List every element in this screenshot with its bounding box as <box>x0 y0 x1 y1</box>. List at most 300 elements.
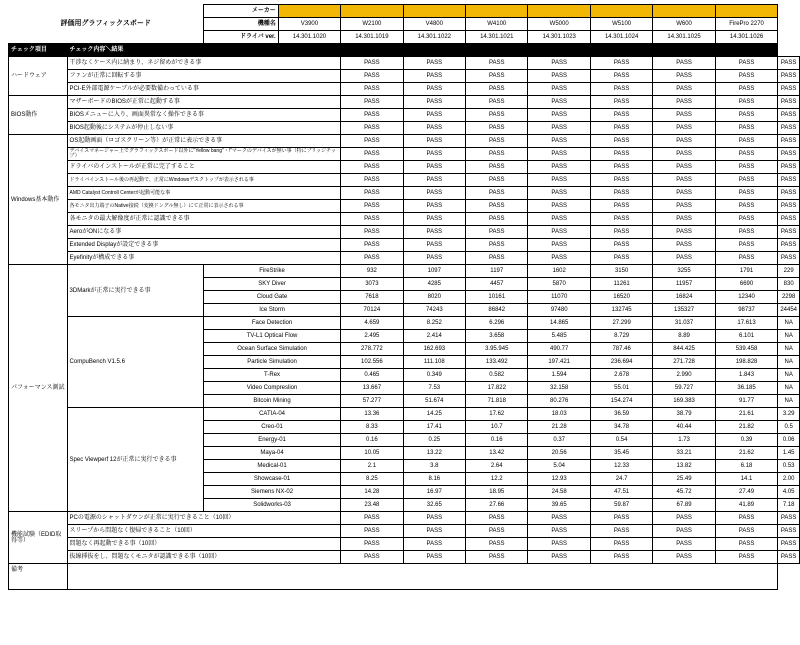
score-cell: 24.58 <box>528 486 590 499</box>
score-cell: 830 <box>778 278 800 291</box>
check-row <box>9 512 800 525</box>
score-cell: 11070 <box>528 291 590 304</box>
result-cell: PASS <box>403 161 465 174</box>
score-cell: 3.8 <box>403 460 465 473</box>
check-item-label: 干渉なくケース内に納まり、ネジ留めができる事 <box>67 57 341 70</box>
result-cell: PASS <box>653 252 715 265</box>
category-label: BIOS動作 <box>9 96 68 135</box>
result-cell: PASS <box>715 226 778 239</box>
check-row <box>9 200 800 213</box>
score-cell: 11957 <box>653 278 715 291</box>
result-cell: PASS <box>653 512 715 525</box>
remarks-row <box>9 564 800 590</box>
result-cell: PASS <box>528 57 590 70</box>
result-cell: PASS <box>590 57 652 70</box>
score-cell: 16.97 <box>403 486 465 499</box>
check-item-label: デバイスマネージャー上でグラフィックスボード以外に"Yellow bang"・!"マークのデバイスが無い事（特にブリッジチップ） <box>67 148 341 161</box>
result-cell: PASS <box>590 538 652 551</box>
result-cell: PASS <box>778 213 800 226</box>
result-cell: PASS <box>715 122 778 135</box>
score-cell: 8.252 <box>403 317 465 330</box>
score-cell: 4285 <box>403 278 465 291</box>
benchmark-name: Solidworks-03 <box>203 499 340 512</box>
score-cell: 1197 <box>466 265 528 278</box>
score-cell: 14.25 <box>403 408 465 421</box>
score-cell: 14.28 <box>341 486 403 499</box>
result-cell: PASS <box>715 70 778 83</box>
result-cell: PASS <box>778 135 800 148</box>
result-cell: PASS <box>528 135 590 148</box>
check-row <box>9 83 800 96</box>
score-cell: 16824 <box>653 291 715 304</box>
result-cell: PASS <box>466 200 528 213</box>
score-cell: 3150 <box>590 265 652 278</box>
result-cell: PASS <box>715 213 778 226</box>
score-cell: 51.674 <box>403 395 465 408</box>
score-cell: 3.95.945 <box>466 343 528 356</box>
check-row <box>9 226 800 239</box>
result-cell: PASS <box>466 135 528 148</box>
score-cell: 2.64 <box>466 460 528 473</box>
score-cell: 2298 <box>778 291 800 304</box>
score-cell: 490.77 <box>528 343 590 356</box>
result-cell: PASS <box>528 96 590 109</box>
score-cell: NA <box>778 369 800 382</box>
column-check-item: チェック項目 <box>9 44 68 57</box>
result-cell: PASS <box>778 187 800 200</box>
result-cell: PASS <box>715 83 778 96</box>
check-row <box>9 187 800 200</box>
score-cell: 0.37 <box>528 434 590 447</box>
score-cell: 1602 <box>528 265 590 278</box>
score-cell: 8.16 <box>403 473 465 486</box>
result-cell: PASS <box>590 187 652 200</box>
result-cell: PASS <box>341 109 403 122</box>
benchmark-row <box>9 265 800 278</box>
result-cell: PASS <box>778 174 800 187</box>
score-cell: 17.62 <box>466 408 528 421</box>
benchmark-group-label: Spec Viewperf 12が正常に実行できる事 <box>67 408 203 512</box>
check-item-label: ファンが正常に回転する事 <box>67 70 341 83</box>
result-cell: PASS <box>403 525 465 538</box>
check-item-label: Extended Displayが設定できる事 <box>67 239 341 252</box>
result-cell: PASS <box>653 135 715 148</box>
result-cell: PASS <box>778 551 800 564</box>
result-cell: PASS <box>590 96 652 109</box>
benchmark-name: Showcase-01 <box>203 473 340 486</box>
result-cell: PASS <box>403 213 465 226</box>
result-cell: PASS <box>466 109 528 122</box>
result-cell: PASS <box>590 83 652 96</box>
score-cell: 41.89 <box>715 499 778 512</box>
score-cell: 31.037 <box>653 317 715 330</box>
result-cell: PASS <box>403 252 465 265</box>
check-row <box>9 239 800 252</box>
result-cell: PASS <box>528 161 590 174</box>
score-cell: 6.101 <box>715 330 778 343</box>
check-row <box>9 135 800 148</box>
score-cell: 0.16 <box>341 434 403 447</box>
check-item-label: ドライバのインストールが正常に完了すること <box>67 161 341 174</box>
score-cell: 59.87 <box>590 499 652 512</box>
result-cell: PASS <box>653 187 715 200</box>
result-cell: PASS <box>341 551 403 564</box>
score-cell: NA <box>778 330 800 343</box>
score-cell: 162.693 <box>403 343 465 356</box>
model-name: W4100 <box>466 18 528 31</box>
sheet-body <box>9 5 800 590</box>
result-cell: PASS <box>466 70 528 83</box>
result-cell: PASS <box>653 109 715 122</box>
score-cell: 74243 <box>403 304 465 317</box>
label-model: 機種名 <box>203 18 278 31</box>
score-cell: 2.990 <box>653 369 715 382</box>
score-cell: 32.158 <box>528 382 590 395</box>
score-cell: 102.556 <box>341 356 403 369</box>
result-cell: PASS <box>653 213 715 226</box>
score-cell: 14.1 <box>715 473 778 486</box>
result-cell: PASS <box>590 200 652 213</box>
score-cell: 0.54 <box>590 434 652 447</box>
score-cell: 12.93 <box>528 473 590 486</box>
score-cell: 10.7 <box>466 421 528 434</box>
model-name: W600 <box>653 18 715 31</box>
result-cell: PASS <box>528 70 590 83</box>
category-label: Windows基本動作 <box>9 135 68 265</box>
result-cell: PASS <box>715 57 778 70</box>
check-row <box>9 96 800 109</box>
driver-version: 14.301.1022 <box>403 31 465 44</box>
result-cell: PASS <box>341 512 403 525</box>
score-cell: 787.46 <box>590 343 652 356</box>
label-maker: メーカー <box>203 5 278 18</box>
result-cell: PASS <box>590 252 652 265</box>
maker-cell <box>715 5 778 18</box>
result-cell: PASS <box>403 135 465 148</box>
result-cell: PASS <box>403 226 465 239</box>
score-cell: 17.613 <box>715 317 778 330</box>
result-cell: PASS <box>528 200 590 213</box>
check-row <box>9 109 800 122</box>
score-cell: 3073 <box>341 278 403 291</box>
check-item-label: スリープから問題なく復帰できること（10回） <box>67 525 341 538</box>
score-cell: 7.18 <box>778 499 800 512</box>
benchmark-name: Particle Simulation <box>203 356 340 369</box>
check-item-label: 問題なく再起動できる事（10回） <box>67 538 341 551</box>
result-cell: PASS <box>715 174 778 187</box>
driver-version: 14.301.1025 <box>653 31 715 44</box>
result-cell: PASS <box>403 96 465 109</box>
score-cell: 36.59 <box>590 408 652 421</box>
result-cell: PASS <box>341 538 403 551</box>
maker-cell <box>403 5 465 18</box>
score-cell: 71.818 <box>466 395 528 408</box>
score-cell: 10161 <box>466 291 528 304</box>
result-cell: PASS <box>653 200 715 213</box>
result-cell: PASS <box>403 148 465 161</box>
result-cell: PASS <box>715 109 778 122</box>
score-cell: 12.2 <box>466 473 528 486</box>
score-cell: 0.53 <box>778 460 800 473</box>
score-cell: 8.89 <box>653 330 715 343</box>
result-cell: PASS <box>341 213 403 226</box>
result-cell: PASS <box>778 122 800 135</box>
score-cell: 0.5 <box>778 421 800 434</box>
result-cell: PASS <box>403 109 465 122</box>
check-row <box>9 70 800 83</box>
result-cell: PASS <box>466 148 528 161</box>
maker-cell <box>341 5 403 18</box>
score-cell: 12340 <box>715 291 778 304</box>
score-cell: 4.05 <box>778 486 800 499</box>
score-cell: 23.48 <box>341 499 403 512</box>
result-cell: PASS <box>778 96 800 109</box>
result-cell: PASS <box>528 252 590 265</box>
result-cell: PASS <box>715 252 778 265</box>
result-cell: PASS <box>528 148 590 161</box>
evaluation-sheet <box>8 4 800 590</box>
score-cell: 0.16 <box>466 434 528 447</box>
benchmark-name: Ocean Surface Simulation <box>203 343 340 356</box>
score-cell: 32.65 <box>403 499 465 512</box>
model-name: W5100 <box>590 18 652 31</box>
result-cell: PASS <box>466 525 528 538</box>
score-cell: 98737 <box>715 304 778 317</box>
result-cell: PASS <box>715 551 778 564</box>
score-cell: 13.36 <box>341 408 403 421</box>
score-cell: 1097 <box>403 265 465 278</box>
result-cell: PASS <box>341 174 403 187</box>
score-cell: 86842 <box>466 304 528 317</box>
benchmark-name: TV-L1 Optical Flow <box>203 330 340 343</box>
result-cell: PASS <box>403 57 465 70</box>
result-cell: PASS <box>403 122 465 135</box>
header-row-maker <box>9 5 800 18</box>
score-cell: 198.828 <box>715 356 778 369</box>
result-cell: PASS <box>590 551 652 564</box>
result-cell: PASS <box>590 70 652 83</box>
result-cell: PASS <box>778 525 800 538</box>
benchmark-name: SKY Diver <box>203 278 340 291</box>
check-row <box>9 525 800 538</box>
result-cell: PASS <box>528 239 590 252</box>
score-cell: 17.822 <box>466 382 528 395</box>
score-cell: 2.678 <box>590 369 652 382</box>
score-cell: 2.1 <box>341 460 403 473</box>
check-item-label: OS起動画面（ロゴスクリーン等）が正常に表示できる事 <box>67 135 341 148</box>
score-cell: 13.82 <box>653 460 715 473</box>
result-cell: PASS <box>715 187 778 200</box>
score-cell: 1791 <box>715 265 778 278</box>
check-item-label: AMD Catalyst Controll Centerが起動可能な事 <box>67 187 341 200</box>
score-cell: 70124 <box>341 304 403 317</box>
result-cell: PASS <box>341 200 403 213</box>
driver-version: 14.301.1020 <box>278 31 340 44</box>
score-cell: 1.843 <box>715 369 778 382</box>
score-cell: 13.42 <box>466 447 528 460</box>
result-cell: PASS <box>341 70 403 83</box>
result-cell: PASS <box>341 96 403 109</box>
result-cell: PASS <box>778 252 800 265</box>
score-cell: 932 <box>341 265 403 278</box>
result-cell: PASS <box>590 122 652 135</box>
benchmark-name: Creo-01 <box>203 421 340 434</box>
score-cell: 80.276 <box>528 395 590 408</box>
result-cell: PASS <box>778 70 800 83</box>
result-cell: PASS <box>403 70 465 83</box>
benchmark-name: Face Detection <box>203 317 340 330</box>
score-cell: 133.492 <box>466 356 528 369</box>
model-name: V3900 <box>278 18 340 31</box>
score-cell: 5.485 <box>528 330 590 343</box>
column-check-detail: チェック内容＼結果 <box>67 44 778 57</box>
score-cell: 539.458 <box>715 343 778 356</box>
result-cell: PASS <box>715 512 778 525</box>
result-cell: PASS <box>341 239 403 252</box>
score-cell: 197.421 <box>528 356 590 369</box>
score-cell: 0.582 <box>466 369 528 382</box>
result-cell: PASS <box>528 122 590 135</box>
score-cell: 21.62 <box>715 447 778 460</box>
result-cell: PASS <box>341 226 403 239</box>
result-cell: PASS <box>403 83 465 96</box>
result-cell: PASS <box>466 83 528 96</box>
score-cell: 18.95 <box>466 486 528 499</box>
score-cell: 91.77 <box>715 395 778 408</box>
category-label: ハードウェア <box>9 57 68 96</box>
benchmark-name: Siemens NX-02 <box>203 486 340 499</box>
maker-cell <box>528 5 590 18</box>
score-cell: 14.865 <box>528 317 590 330</box>
score-cell: 12.33 <box>590 460 652 473</box>
result-cell: PASS <box>466 252 528 265</box>
result-cell: PASS <box>341 57 403 70</box>
result-cell: PASS <box>715 200 778 213</box>
label-driver: ドライバ ver. <box>203 31 278 44</box>
score-cell: 6690 <box>715 278 778 291</box>
score-cell: 25.49 <box>653 473 715 486</box>
sheet-title: 評価用グラフィックスボード <box>60 20 151 28</box>
result-cell: PASS <box>403 187 465 200</box>
result-cell: PASS <box>590 109 652 122</box>
score-cell: 278.772 <box>341 343 403 356</box>
result-cell: PASS <box>590 239 652 252</box>
check-item-label: ドライバインストール後の再起動で、正常にWindowsデスクトップが表示される事 <box>67 174 341 187</box>
score-cell: 59.727 <box>653 382 715 395</box>
result-cell: PASS <box>653 538 715 551</box>
score-cell: 169.383 <box>653 395 715 408</box>
check-item-label: AeroがONになる事 <box>67 226 341 239</box>
benchmark-name: Cloud Gate <box>203 291 340 304</box>
result-cell: PASS <box>341 187 403 200</box>
score-cell: 3.29 <box>778 408 800 421</box>
score-cell: 3255 <box>653 265 715 278</box>
score-cell: 7.53 <box>403 382 465 395</box>
score-cell: 10.05 <box>341 447 403 460</box>
result-cell: PASS <box>778 538 800 551</box>
result-cell: PASS <box>653 226 715 239</box>
benchmark-group-label: 3DMarkが正常に実行できる事 <box>67 265 203 317</box>
score-cell: 8.33 <box>341 421 403 434</box>
result-cell: PASS <box>778 57 800 70</box>
result-cell: PASS <box>590 213 652 226</box>
result-cell: PASS <box>715 525 778 538</box>
score-cell: NA <box>778 382 800 395</box>
check-item-label: PCの電源のシャットダウンが正常に実行できること（10回） <box>67 512 341 525</box>
result-cell: PASS <box>466 96 528 109</box>
score-cell: 8.729 <box>590 330 652 343</box>
result-cell: PASS <box>341 148 403 161</box>
score-cell: 2.414 <box>403 330 465 343</box>
score-cell: 38.79 <box>653 408 715 421</box>
benchmark-name: T-Rex <box>203 369 340 382</box>
score-cell: 0.06 <box>778 434 800 447</box>
result-cell: PASS <box>715 239 778 252</box>
score-cell: 236.694 <box>590 356 652 369</box>
result-cell: PASS <box>653 70 715 83</box>
score-cell: 34.78 <box>590 421 652 434</box>
result-cell: PASS <box>466 122 528 135</box>
result-cell: PASS <box>590 161 652 174</box>
result-cell: PASS <box>403 551 465 564</box>
result-cell: PASS <box>590 135 652 148</box>
benchmark-name: Video Compreslion <box>203 382 340 395</box>
result-cell: PASS <box>653 83 715 96</box>
score-cell: 2.495 <box>341 330 403 343</box>
result-cell: PASS <box>466 57 528 70</box>
result-cell: PASS <box>590 525 652 538</box>
result-cell: PASS <box>341 83 403 96</box>
result-cell: PASS <box>653 551 715 564</box>
benchmark-name: Ice Storm <box>203 304 340 317</box>
result-cell: PASS <box>778 200 800 213</box>
score-cell: 7618 <box>341 291 403 304</box>
check-row <box>9 551 800 564</box>
result-cell: PASS <box>590 174 652 187</box>
result-cell: PASS <box>528 83 590 96</box>
score-cell: 13.667 <box>341 382 403 395</box>
score-cell: 16520 <box>590 291 652 304</box>
result-cell: PASS <box>653 525 715 538</box>
benchmark-name: CATIA-04 <box>203 408 340 421</box>
result-cell: PASS <box>778 226 800 239</box>
check-row <box>9 174 800 187</box>
result-cell: PASS <box>778 161 800 174</box>
model-name: FirePro 2270 <box>715 18 778 31</box>
score-cell: 6.296 <box>466 317 528 330</box>
result-cell: PASS <box>528 512 590 525</box>
score-cell: 39.65 <box>528 499 590 512</box>
result-cell: PASS <box>778 148 800 161</box>
result-cell: PASS <box>778 239 800 252</box>
result-cell: PASS <box>466 226 528 239</box>
result-cell: PASS <box>403 239 465 252</box>
score-cell: 154.274 <box>590 395 652 408</box>
maker-cell <box>466 5 528 18</box>
score-cell: 0.25 <box>403 434 465 447</box>
score-cell: 8020 <box>403 291 465 304</box>
check-item-label: 各モニタ出力端子のNative接続（変換ドングル無し）にて正常に表示される事 <box>67 200 341 213</box>
result-cell: PASS <box>590 226 652 239</box>
score-cell: 1.73 <box>653 434 715 447</box>
remarks-content[interactable] <box>67 564 778 590</box>
model-name: W2100 <box>341 18 403 31</box>
check-row <box>9 57 800 70</box>
result-cell: PASS <box>341 252 403 265</box>
category-label: パフォーマンス測試 <box>9 265 68 512</box>
score-cell: 21.28 <box>528 421 590 434</box>
check-row <box>9 213 800 226</box>
